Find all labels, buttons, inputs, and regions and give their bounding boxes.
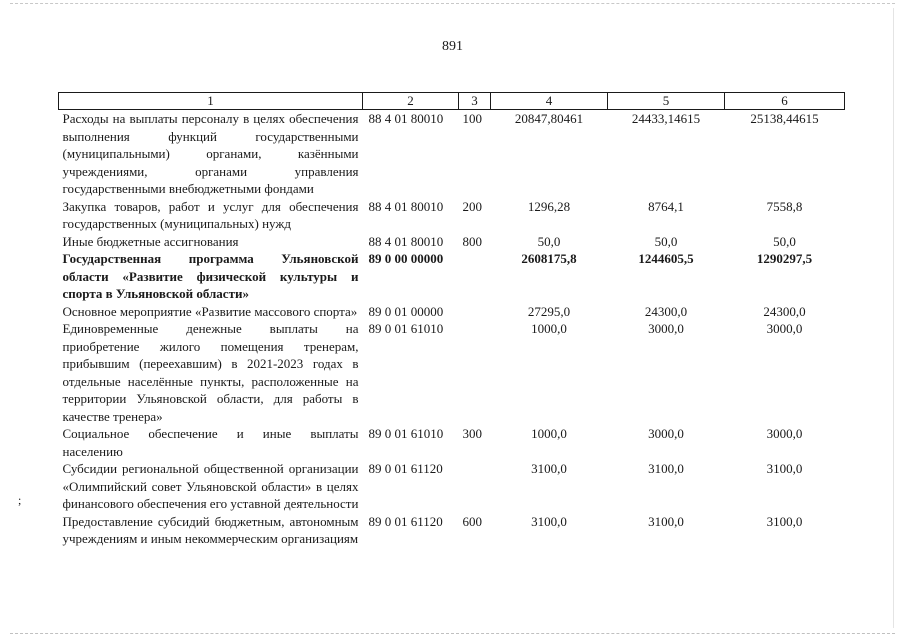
header-col-1: 1	[59, 93, 363, 110]
table-row	[59, 513, 845, 548]
scan-edge-top	[10, 3, 895, 4]
header-col-3: 3	[459, 93, 491, 110]
row-expense-type-cell: 300	[462, 426, 482, 441]
table-row	[59, 110, 845, 198]
row-code-cell: 89 0 01 61010	[368, 426, 444, 441]
row-name-cell: Иные бюджетные ассигнования	[62, 233, 239, 249]
header-col-2: 2	[363, 93, 459, 110]
row-value-col5-cell: 24300,0	[644, 303, 688, 319]
row-value-col5-cell: 3000,0	[648, 321, 684, 336]
row-value-col6-cell: 3100,0	[766, 513, 803, 529]
row-name-cell: Расходы на выплаты персоналу в целях обеспечения выполнения функций государственными (муниципальными) органами, казёнными учреждениями, органами управления государственными внебюджетными фондами	[62, 111, 359, 196]
row-name-cell: Закупка товаров, работ и услуг для обеспечения государственных (муниципальных) нужд	[62, 198, 359, 231]
header-col-4: 4	[491, 93, 608, 110]
budget-table-container	[58, 92, 844, 548]
row-value-col4-cell: 20847,80461	[514, 111, 584, 126]
row-value-col5-cell: 1244605,5	[638, 251, 694, 266]
row-code-cell: 88 4 01 80010	[368, 233, 444, 249]
row-expense-type-cell	[459, 320, 491, 425]
row-expense-type-cell: 200	[462, 198, 482, 214]
scan-edge-bottom	[10, 633, 895, 634]
row-value-col6-cell: 25138,44615	[750, 111, 819, 126]
row-value-col5-cell: 24433,14615	[631, 111, 701, 126]
row-value-col4-cell: 1000,0	[531, 321, 567, 336]
row-expense-type-cell	[459, 303, 491, 321]
table-body	[59, 110, 845, 548]
row-name-cell: Единовременные денежные выплаты на приобретение жилого помещения тренерам, прибывшим (переехавшим) в 2021-2023 годах в отдельные населённые пункты, расположенные на территории Ульяновской области, для работы в качестве тренера»	[62, 321, 359, 424]
row-name-cell: Государственная программа Ульяновской области «Развитие физической культуры и спорта в Ульяновской области»	[62, 251, 359, 301]
row-value-col6-cell: 3000,0	[766, 426, 803, 441]
table-row	[59, 460, 845, 513]
row-name-cell: Основное мероприятие «Развитие массового спорта»	[62, 303, 358, 319]
row-name-cell: Социальное обеспечение и иные выплаты населению	[62, 426, 359, 459]
row-value-col6-cell: 24300,0	[763, 303, 806, 319]
table-row	[59, 303, 845, 321]
page-number: 891	[442, 39, 463, 54]
row-value-col4-cell: 3100,0	[531, 461, 567, 476]
budget-table	[58, 92, 845, 548]
margin-mark: ;	[18, 493, 22, 507]
row-value-col4-cell: 50,0	[537, 233, 561, 249]
row-expense-type-cell	[459, 250, 491, 303]
row-expense-type-cell: 600	[462, 513, 482, 529]
row-value-col5-cell: 3100,0	[648, 513, 684, 529]
row-value-col6-cell: 1290297,5	[756, 251, 813, 266]
row-expense-type-cell: 800	[462, 233, 482, 249]
row-value-col5-cell: 50,0	[654, 233, 678, 249]
row-value-col6-cell: 3100,0	[766, 461, 803, 476]
table-row	[59, 320, 845, 425]
row-value-col4-cell: 1296,28	[527, 198, 571, 214]
row-name-cell: Субсидии региональной общественной организации «Олимпийский совет Ульяновской области» в целях финансового обеспечения его уставной деятельности	[62, 461, 359, 511]
row-value-col4-cell: 27295,0	[527, 303, 571, 319]
header-col-5: 5	[608, 93, 725, 110]
header-col-6: 6	[725, 93, 845, 110]
row-expense-type-cell	[459, 460, 491, 513]
table-header-row	[59, 93, 845, 110]
row-value-col6-cell: 7558,8	[766, 198, 803, 214]
row-code-cell: 88 4 01 80010	[368, 198, 444, 214]
row-code-cell: 89 0 01 00000	[368, 303, 444, 319]
row-value-col6-cell: 3000,0	[766, 321, 803, 336]
row-code-cell: 89 0 01 61120	[368, 513, 443, 529]
scan-edge-right	[893, 8, 894, 628]
row-value-col5-cell: 3000,0	[648, 426, 684, 441]
row-code-cell: 88 4 01 80010	[368, 111, 444, 126]
row-value-col4-cell: 2608175,8	[521, 251, 577, 266]
row-value-col4-cell: 3100,0	[531, 513, 567, 529]
row-code-cell: 89 0 01 61010	[368, 321, 444, 336]
row-value-col4-cell: 1000,0	[531, 426, 567, 441]
table-row	[59, 250, 845, 303]
table-row	[59, 425, 845, 460]
row-name-cell: Предоставление субсидий бюджетным, автономным учреждениям и иным некоммерческим организациям	[62, 513, 359, 546]
row-value-col5-cell: 3100,0	[648, 461, 684, 476]
row-value-col6-cell: 50,0	[773, 233, 796, 249]
row-expense-type-cell: 100	[462, 111, 482, 126]
table-row	[59, 233, 845, 251]
row-code-cell: 89 0 00 00000	[368, 251, 444, 266]
row-value-col5-cell: 8764,1	[648, 198, 684, 214]
row-code-cell: 89 0 01 61120	[368, 461, 443, 476]
table-row	[59, 198, 845, 233]
